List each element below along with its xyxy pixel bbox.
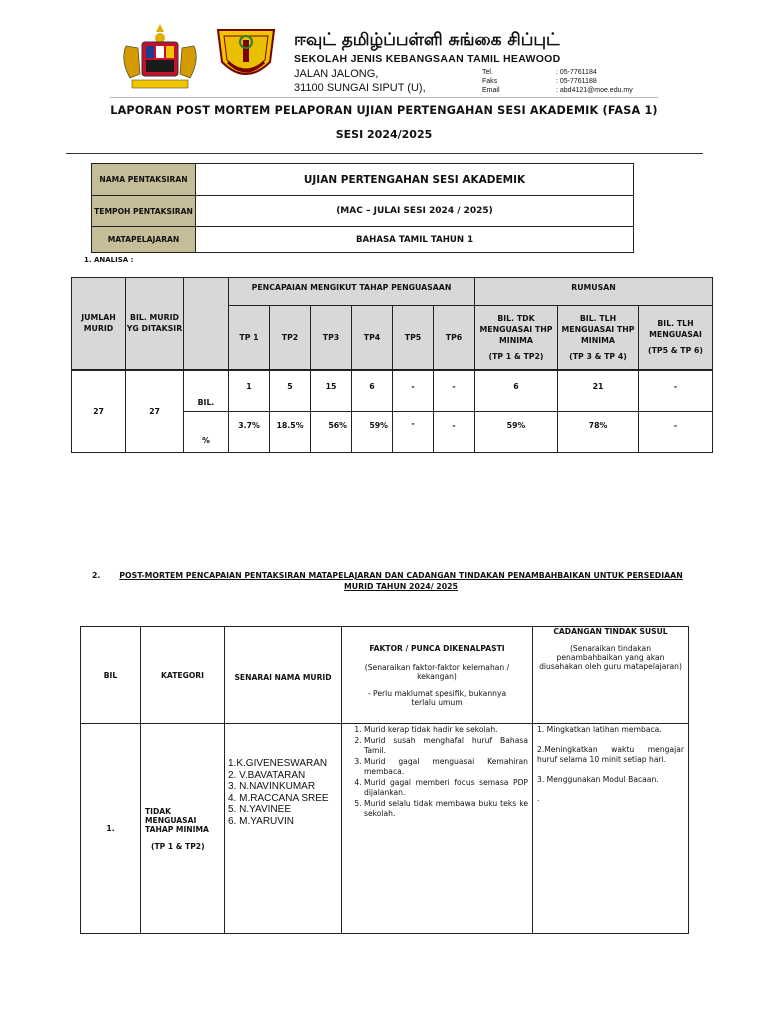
section2-number: 2.	[92, 571, 101, 580]
pct-tp6: -	[434, 412, 475, 453]
pct-tp1: 3.7%	[229, 412, 270, 453]
header-faktor: FAKTOR / PUNCA DIKENALPASTI (Senaraikan faktor-faktor kelemahan / kekangan) - Perlu maklumat spesifik, bukannya terlalu umum	[342, 627, 533, 724]
col-rumusan: RUMUSAN	[475, 278, 713, 306]
report-session: SESI 2024/2025	[335, 128, 433, 141]
info-value-nama: UJIAN PERTENGAHAN SESI AKADEMIK	[196, 164, 634, 196]
faktor-item: 4. Murid gagal memberi focus semasa PDP dijalankan.	[364, 778, 528, 799]
analysis-table	[71, 277, 713, 453]
info-label-matapelajaran: MATAPELAJARAN	[92, 227, 196, 253]
col-bil-murid: BIL. MURID YG DITAKSIR	[126, 278, 184, 370]
value-bil-murid: 27	[126, 370, 184, 453]
bil-tp3: 15	[311, 370, 352, 412]
student-name: 1.K.GIVENESWARAN	[228, 758, 328, 769]
student-name: 6. M.YARUVIN	[228, 815, 294, 827]
col-tp2: TP2	[270, 306, 311, 370]
info-label-tempoh: TEMPOH PENTAKSIRAN	[92, 196, 196, 227]
contact-tel: Tel. : 05-7761184	[482, 69, 597, 76]
info-value-tempoh: (MAC – JULAI SESI 2024 / 2025)	[196, 196, 634, 227]
row1-kategori: TIDAK MENGUASAI TAHAP MINIMA (TP 1 & TP2)	[141, 724, 225, 934]
faktor-item: 5. Murid selalu tidak membawa buku teks ke sekolah.	[364, 799, 528, 820]
col-jumlah-murid: JUMLAH MURID	[72, 278, 126, 370]
school-name-tamil: ஈவுட் தமிழ்ப்பள்ளி சுங்கை சிப்புட்	[294, 30, 560, 50]
susul-item: 3. Menggunakan Modul Bacaan.	[537, 774, 659, 784]
address-line-1: JALAN JALONG,	[294, 68, 379, 80]
row-label-bil: BIL.	[184, 370, 229, 412]
bil-tp1: 1	[229, 370, 270, 412]
susul-item: .	[537, 794, 540, 803]
rumusan-pct-tdk: 59%	[475, 412, 558, 453]
pct-tp4: 59%	[352, 412, 393, 453]
bil-tp5: -	[393, 370, 434, 412]
row1-susul	[533, 724, 689, 934]
bil-tp2: 5	[270, 370, 311, 412]
col-tdk-menguasai: BIL. TDK MENGUASAI THP MINIMA (TP 1 & TP2)	[475, 306, 558, 370]
pct-tp2: 18.5%	[270, 412, 311, 453]
row1-names	[225, 724, 342, 934]
header-susul: CADANGAN TINDAK SUSUL (Senaraikan tindakan penambahbaikan yang akan diusahakan oleh guru matapelajaran)	[533, 627, 689, 724]
rumusan-bil-tlh-minima: 21	[558, 370, 639, 412]
rumusan-bil-tlh: -	[639, 370, 713, 412]
section1-heading: 1. ANALISA :	[84, 256, 134, 264]
col-tp4: TP4	[352, 306, 393, 370]
rumusan-pct-tlh: -	[639, 412, 713, 453]
col-tp3: TP3	[311, 306, 352, 370]
school-name: SEKOLAH JENIS KEBANGSAAN TAMIL HEAWOOD	[294, 53, 561, 65]
section2-title: POST-MORTEM PENCAPAIAN PENTAKSIRAN MATAPELAJARAN DAN CADANGAN TINDAKAN PENAMBAHBAIKAN UNTUK PERSEDIAAN MURID TAHUN 2024/ 2025	[119, 571, 683, 591]
student-name: 2. V.BAVATARAN	[228, 769, 306, 781]
bil-tp4: 6	[352, 370, 393, 412]
susul-item: 2.Meningkatkan waktu mengajar huruf selama 10 minit setiap hari.	[537, 744, 684, 764]
col-pencapaian: PENCAPAIAN MENGIKUT TAHAP PENGUASAAN	[229, 278, 475, 306]
row1-faktor	[342, 724, 533, 934]
report-title: LAPORAN POST MORTEM PELAPORAN UJIAN PERTENGAHAN SESI AKADEMIK (FASA 1)	[110, 104, 658, 117]
col-blank	[184, 278, 229, 370]
pct-tp3: 56%	[311, 412, 352, 453]
header-bil: BIL	[81, 627, 141, 724]
rumusan-bil-tdk: 6	[475, 370, 558, 412]
student-name: 4. M.RACCANA SREE	[228, 792, 329, 804]
value-jumlah-murid: 27	[72, 370, 126, 453]
header-divider	[110, 97, 658, 98]
col-tlh-menguasai: BIL. TLH MENGUASAI (TP5 & TP 6)	[639, 306, 713, 370]
pct-tp5: -	[393, 412, 434, 453]
faktor-item: 3. Murid gagal menguasai Kemahiran membaca.	[364, 757, 528, 778]
col-tp1: TP 1	[229, 306, 270, 370]
susul-item: 1. Mingkatkan latihan membaca.	[537, 725, 662, 734]
malaysia-crest-logo	[116, 20, 204, 94]
row-label-pct: %	[184, 412, 229, 453]
contact-block	[482, 68, 633, 95]
school-logo	[214, 22, 278, 86]
col-tp5: TP5	[393, 306, 434, 370]
info-value-matapelajaran: BAHASA TAMIL TAHUN 1	[196, 227, 634, 253]
contact-fax: Faks : 05-7761188	[482, 78, 597, 85]
faktor-item: 1. Murid kerap tidak hadir ke sekolah.	[364, 725, 528, 736]
header-senarai: SENARAI NAMA MURID	[225, 627, 342, 724]
row1-bil: 1.	[81, 724, 141, 934]
faktor-item: 2. Murid susah menghafal huruf Bahasa Tamil.	[364, 736, 528, 757]
contact-email: Email : abd4121@moe.edu.my	[482, 87, 633, 94]
assessment-info-table	[91, 163, 634, 253]
address-line-2: 31100 SUNGAI SIPUT (U),	[294, 82, 426, 94]
postmortem-table	[80, 626, 689, 934]
col-tlh-menguasai-minima: BIL. TLH MENGUASAI THP MINIMA (TP 3 & TP 4)	[558, 306, 639, 370]
col-tp6: TP6	[434, 306, 475, 370]
student-name: 5. N.YAVINEE	[228, 804, 291, 815]
title-divider	[66, 153, 703, 154]
rumusan-pct-tlh-minima: 78%	[558, 412, 639, 453]
student-name: 3. N.NAVINKUMAR	[228, 781, 316, 792]
info-label-nama: NAMA PENTAKSIRAN	[92, 164, 196, 196]
bil-tp6: -	[434, 370, 475, 412]
header-kategori: KATEGORI	[141, 627, 225, 724]
